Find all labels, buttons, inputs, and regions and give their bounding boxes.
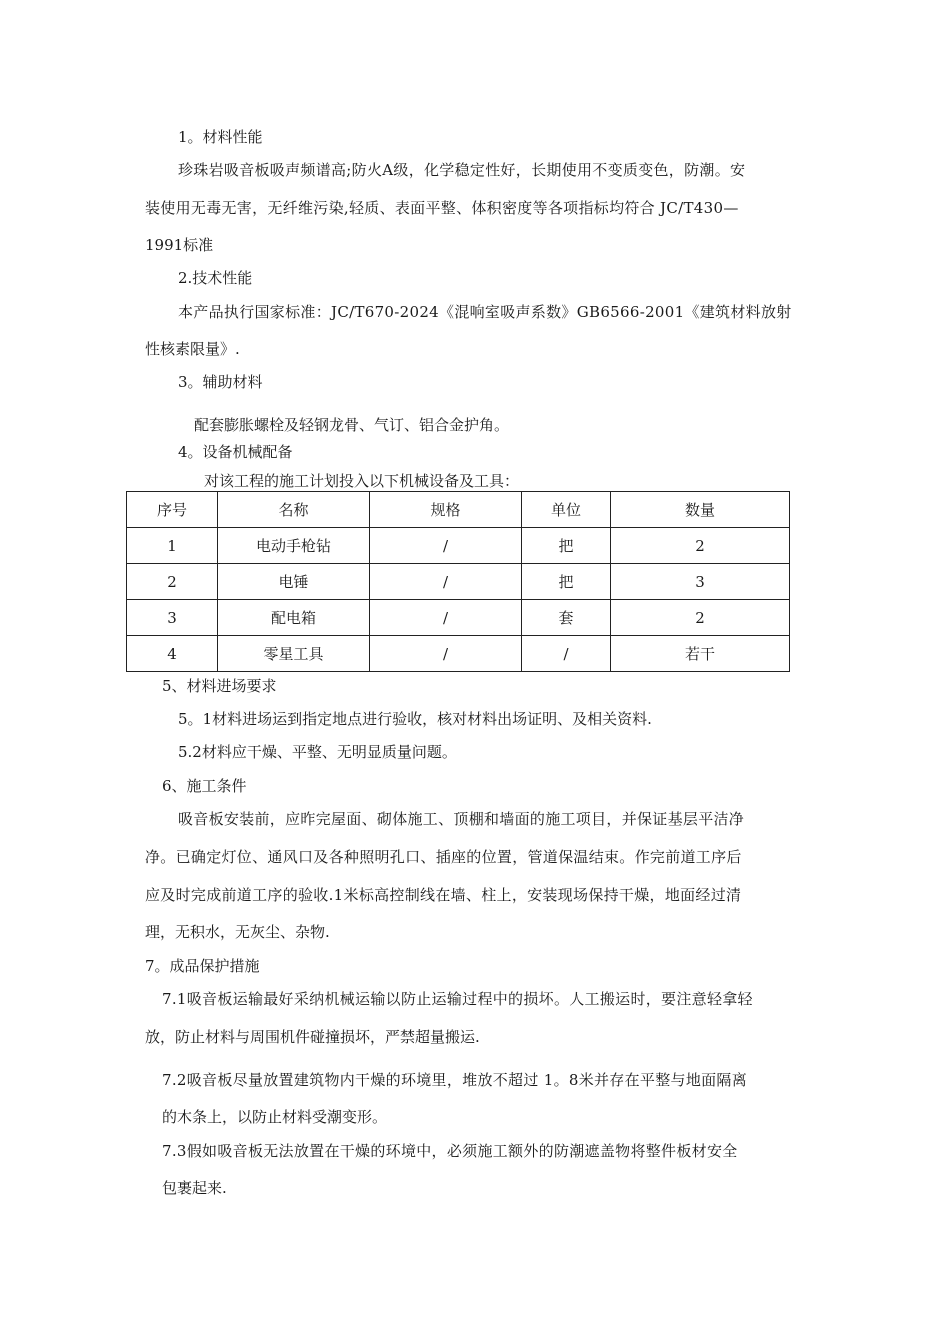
table-header-cell: 名称 — [218, 492, 370, 528]
section-1-para-line-3: 1991标准 — [145, 236, 214, 254]
equipment-table — [126, 491, 790, 672]
section-2-heading: 2.技术性能 — [178, 269, 253, 287]
section-7-1-line-2: 放，防止材料与周围机件碰撞损坏，严禁超量搬运. — [145, 1028, 480, 1046]
table-cell: 套 — [522, 600, 611, 636]
table-cell: 2 — [611, 528, 790, 564]
table-cell: 电锤 — [218, 564, 370, 600]
table-cell: 把 — [522, 564, 611, 600]
table-row — [127, 636, 790, 672]
table-cell: / — [370, 600, 522, 636]
section-7-1-line-1: 7.1吸音板运输最好采纳机械运输以防止运输过程中的损坏。人工搬运时，要注意轻拿轻 — [162, 990, 753, 1008]
table-cell: / — [370, 564, 522, 600]
section-6-para-line-3: 应及时完成前道工序的验收.1米标高控制线在墙、柱上，安装现场保持干燥，地面经过清 — [145, 886, 742, 904]
table-cell: 电动手枪钻 — [218, 528, 370, 564]
section-7-2-line-1: 7.2吸音板尽量放置建筑物内干燥的环境里，堆放不超过 1。8米并存在平整与地面隔离 — [162, 1071, 748, 1089]
section-3-heading: 3。辅助材料 — [178, 373, 263, 391]
section-4-para: 对该工程的施工计划投入以下机械设备及工具： — [204, 472, 520, 490]
table-row — [127, 600, 790, 636]
table-header-cell: 规格 — [370, 492, 522, 528]
table-cell: 零星工具 — [218, 636, 370, 672]
table-header-row — [127, 492, 790, 528]
section-7-3-line-1: 7.3假如吸音板无法放置在干燥的环境中，必须施工额外的防潮遮盖物将整件板材安全 — [162, 1142, 738, 1160]
table-cell: 3 — [127, 600, 218, 636]
table-cell: 2 — [611, 600, 790, 636]
table-cell: / — [370, 636, 522, 672]
table-cell: 若干 — [611, 636, 790, 672]
section-1-para-line-1: 珍珠岩吸音板吸声频谱高;防火A级，化学稳定性好，长期使用不变质变色，防潮。安 — [178, 161, 746, 179]
table-cell: / — [522, 636, 611, 672]
section-4-heading: 4。设备机械配备 — [178, 443, 293, 461]
table-header-cell: 序号 — [127, 492, 218, 528]
section-7-2-line-2: 的木条上，以防止材料受潮变形。 — [162, 1108, 388, 1126]
table-row — [127, 564, 790, 600]
section-2-para-line-2: 性核素限量》. — [145, 340, 240, 358]
section-7-heading: 7。成品保护措施 — [145, 957, 260, 975]
section-6-para-line-1: 吸音板安装前，应昨完屋面、砌体施工、顶棚和墙面的施工项目，并保证基层平洁净 — [178, 810, 745, 828]
section-6-para-line-4: 理，无积水，无灰尘、杂物. — [145, 923, 330, 941]
table-cell: 配电箱 — [218, 600, 370, 636]
table-row — [127, 528, 790, 564]
section-1-heading: 1。材料性能 — [178, 128, 263, 146]
table-cell: 3 — [611, 564, 790, 600]
section-6-heading: 6、施工条件 — [162, 777, 247, 795]
table-cell: / — [370, 528, 522, 564]
table-cell: 1 — [127, 528, 218, 564]
section-7-3-line-2: 包裹起来. — [162, 1179, 227, 1197]
section-5-item-1: 5。1材料进场运到指定地点进行验收，核对材料出场证明、及相关资料. — [178, 710, 652, 728]
section-6-para-line-2: 净。已确定灯位、通风口及各种照明孔口、插座的位置，管道保温结束。作完前道工序后 — [145, 848, 742, 866]
section-1-para-line-2: 装使用无毒无害，无纤维污染,轻质、表面平整、体积密度等各项指标均符合 JC/T430— — [145, 199, 739, 217]
section-3-para: 配套膨胀螺栓及轻钢龙骨、气订、铝合金护角。 — [194, 416, 510, 434]
table-cell: 把 — [522, 528, 611, 564]
section-5-item-2: 5.2材料应干燥、平整、无明显质量问题。 — [178, 743, 457, 761]
table-cell: 2 — [127, 564, 218, 600]
table-header-cell: 单位 — [522, 492, 611, 528]
table-header-cell: 数量 — [611, 492, 790, 528]
section-5-heading: 5、材料进场要求 — [162, 677, 277, 695]
table-cell: 4 — [127, 636, 218, 672]
section-2-para-line-1: 本产品执行国家标准：JC/T670-2024《混响室吸声系数》GB6566-2001《建筑材料放射 — [178, 303, 792, 321]
